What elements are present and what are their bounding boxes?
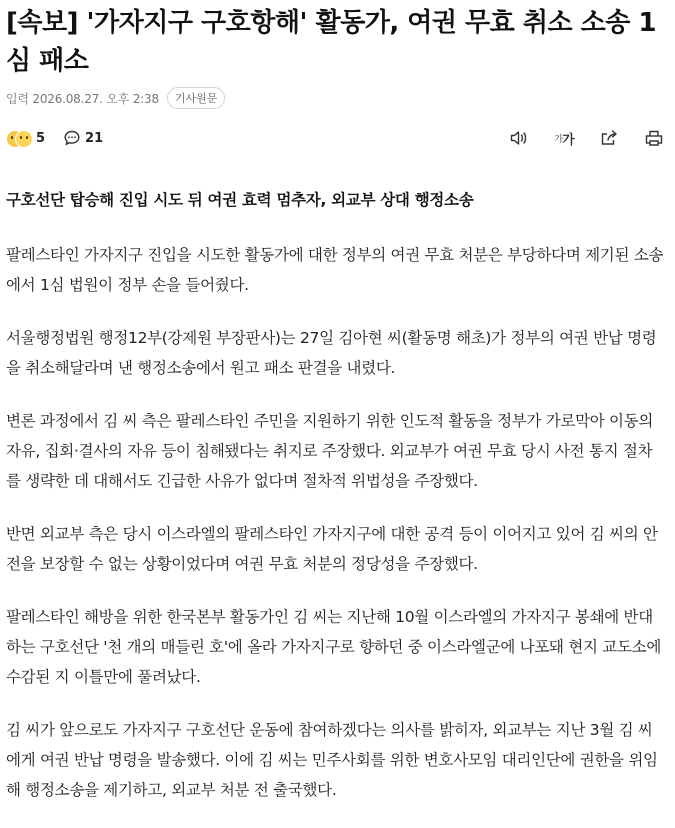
toolbar-left <box>6 128 103 148</box>
paragraph: 김 씨가 앞으로도 가자지구 구호선단 운동에 참여하겠다는 의사를 밝히자, 외교부는 지난 3월 김 씨에게 여권 반납 명령을 발송했다. 이에 김 씨는 민주사회를 위한 변호사모임 대리인단에 권한을 위임해 행정소송을 제기하고, 외교부 처분 전 출국했다. <box>6 721 658 799</box>
paragraph: 변론 과정에서 김 씨 측은 팔레스타인 주민을 지원하기 위한 인도적 활동을 정부가 가로막아 이동의 자유, 집회·결사의 자유 등이 침해됐다는 취지로 주장했다. 외교부가 여권 무효 당시 사전 통지 절차를 생략한 데 대해서도 긴급한 사유가 없다며 절차적 위법성을 주장했다. <box>6 412 654 490</box>
comment-count: 21 <box>85 130 104 146</box>
paragraph: 팔레스타인 해방을 위한 한국본부 활동가인 김 씨는 지난해 10월 이스라엘의 가자지구 봉쇄에 반대하는 구호선단 '천 개의 매들린 호'에 올라 가자지구로 향하던 중 이스라엘군에 나포돼 현지 교도소에 수감된 지 이틀만에 풀려났다. <box>6 608 661 686</box>
article-toolbar <box>6 126 665 150</box>
paragraph: 서울행정법원 행정12부(강제원 부장판사)는 27일 김아현 씨(활동명 해초)가 정부의 여권 반납 명령을 취소해달라며 낸 행정소송에서 원고 패소 판결을 내렸다. <box>6 329 657 377</box>
article-body <box>6 240 666 828</box>
font-size-large-label: 가 <box>562 132 574 148</box>
original-article-button[interactable]: 기사원문 <box>167 87 226 109</box>
headline: [속보] '가자지구 구호항해' 활동가, 여권 무효 취소 소송 1심 패소 <box>6 8 657 76</box>
print-icon[interactable] <box>643 127 665 149</box>
paragraph: 반면 외교부 측은 당시 이스라엘의 팔레스타인 가자지구에 대한 공격 등이 이어지고 있어 김 씨의 안전을 보장할 수 없는 상황이었다며 여권 무효 처분의 정당성을 주장했다. <box>6 525 658 573</box>
reaction-button[interactable] <box>6 128 45 148</box>
paragraph: 팔레스타인 가자지구 진입을 시도한 활동가에 대한 정부의 여권 무효 처분은 부당하다며 제기된 소송에서 1심 법원이 정부 손을 들어줬다. <box>6 246 664 294</box>
article-meta <box>6 86 665 110</box>
font-size-small-label: 가 <box>554 134 563 145</box>
share-icon[interactable] <box>598 127 620 149</box>
publish-date: 입력 2026.08.27. 오후 2:38 <box>6 91 159 106</box>
reaction-count: 5 <box>36 130 46 146</box>
font-size-icon[interactable] <box>553 127 575 149</box>
comment-icon <box>63 129 81 147</box>
toolbar-right <box>485 127 665 149</box>
reaction-emoji-icon <box>6 128 32 148</box>
comment-button[interactable] <box>63 129 103 147</box>
audio-icon[interactable] <box>508 127 530 149</box>
article-subtitle: 구호선단 탑승해 진입 시도 뒤 여권 효력 멈추자, 외교부 상대 행정소송 <box>6 191 474 209</box>
